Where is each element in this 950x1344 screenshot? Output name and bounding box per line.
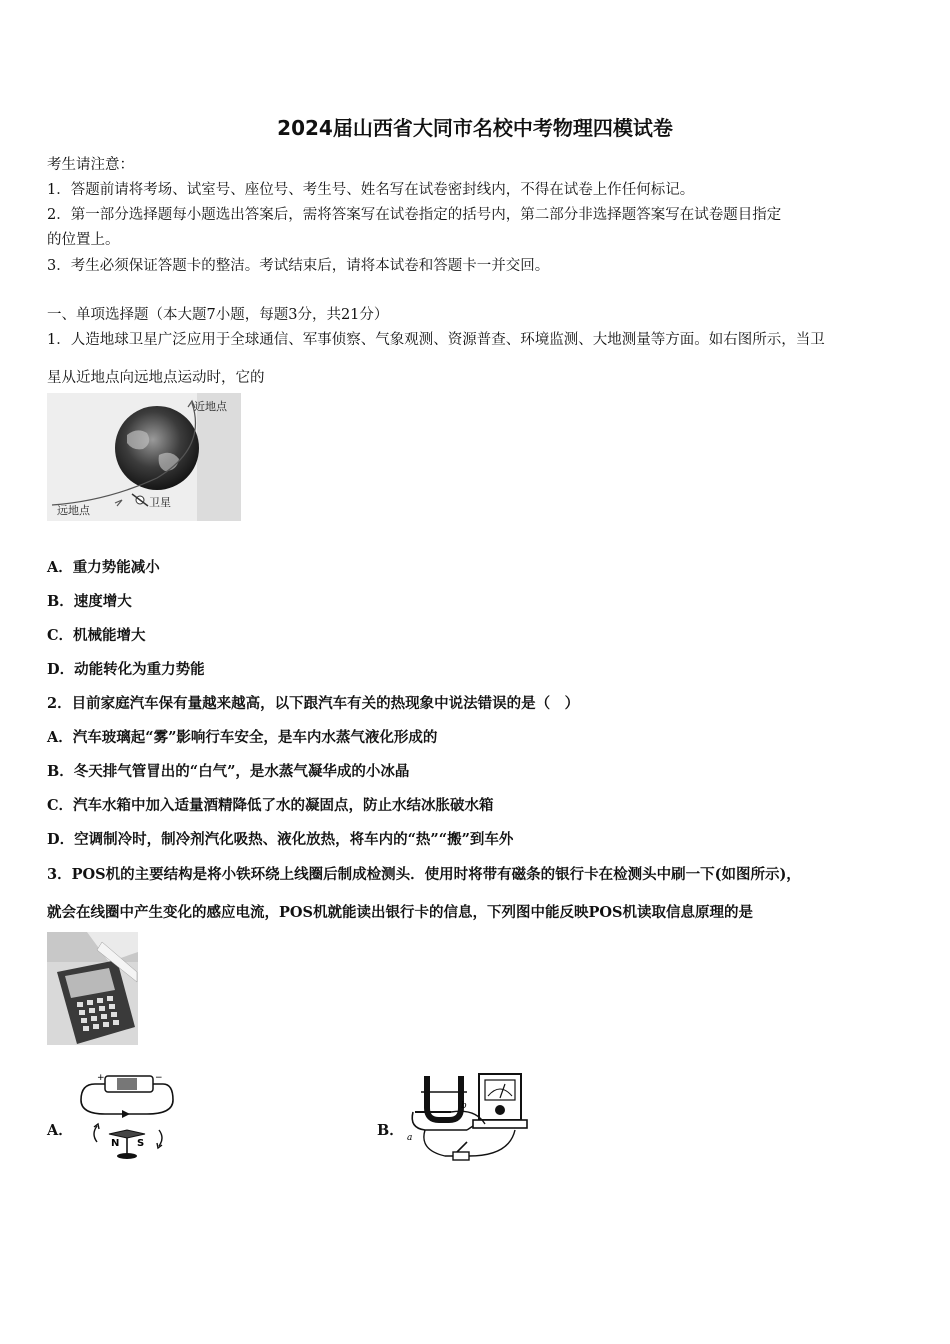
q2-option-a[interactable]: A．汽车玻璃起“雾”影响行车安全，是车内水蒸气液化形成的 [47,729,438,746]
q2-option-b[interactable]: B．冬天排气管冒出的“白气”，是水蒸气凝华成的小冰晶 [47,763,410,780]
q1-option-b[interactable]: B．速度增大 [47,593,132,610]
q1-satellite-figure [47,393,241,521]
q3-pos-machine-photo [47,932,138,1045]
notice-heading: 考生请注意： [47,157,134,173]
q3-option-a-figure[interactable] [75,1072,177,1164]
north-label: N [111,1138,120,1149]
q3-option-b-figure[interactable] [405,1068,529,1168]
label-b: b [461,1101,467,1111]
label-a: a [407,1133,413,1143]
notice-item-3: 3．考生必须保证答题卡的整洁。考试结束后，请将本试卷和答题卡一并交回。 [47,258,550,274]
q2-option-d[interactable]: D．空调制冷时，制冷剂汽化吸热、液化放热，将车内的“热”“搬”到车外 [47,831,514,848]
satellite-label: 卫星 [149,496,171,509]
q1-option-c[interactable]: C．机械能增大 [47,627,146,644]
page-title: 2024届山西省大同市名校中考物理四模试卷 [277,116,673,140]
q3-stem-line1: 3．POS机的主要结构是将小铁环绕上线圈后制成检测头．使用时将带有磁条的银行卡在检测头中刷一下(如图所示)， [47,866,801,883]
notice-item-2: 2．第一部分选择题每小题选出答案后，需将答案写在试卷指定的括号内，第二部分非选择题答案写在试卷题目指定 [47,207,782,223]
notice-item-2-cont: 的位置上。 [47,232,120,248]
q3-option-a-label[interactable]: A． [47,1122,73,1139]
far-point-label: 远地点 [57,504,90,517]
q1-stem-line1: 1．人造地球卫星广泛应用于全球通信、军事侦察、气象观测、资源普查、环境监测、大地测量等方面。如右图所示，当卫 [47,332,825,348]
section-heading: 一、单项选择题（本大题7小题，每题3分，共21分） [47,307,389,323]
near-point-label: 近地点 [194,400,227,413]
q1-stem-line2: 星从近地点向远地点运动时，它的 [47,370,265,386]
q1-option-d[interactable]: D．动能转化为重力势能 [47,661,205,678]
q3-stem-line2: 就会在线圈中产生变化的感应电流，POS机就能读出银行卡的信息，下列图中能反映POS机读取信息原理的是 [47,904,754,921]
q1-option-a[interactable]: A．重力势能减小 [47,559,160,576]
q2-stem: 2．目前家庭汽车保有量越来越高，以下跟汽车有关的热现象中说法错误的是（ ） [47,695,580,712]
svg-text:−: − [155,1073,163,1083]
q3-option-b-label[interactable]: B． [377,1122,404,1139]
svg-text:+: + [97,1073,105,1083]
notice-item-1: 1．答题前请将考场、试室号、座位号、考生号、姓名写在试卷密封线内，不得在试卷上作任何标记。 [47,182,695,198]
south-label: S [137,1138,145,1149]
q2-option-c[interactable]: C．汽车水箱中加入适量酒精降低了水的凝固点，防止水结冰胀破水箱 [47,797,494,814]
